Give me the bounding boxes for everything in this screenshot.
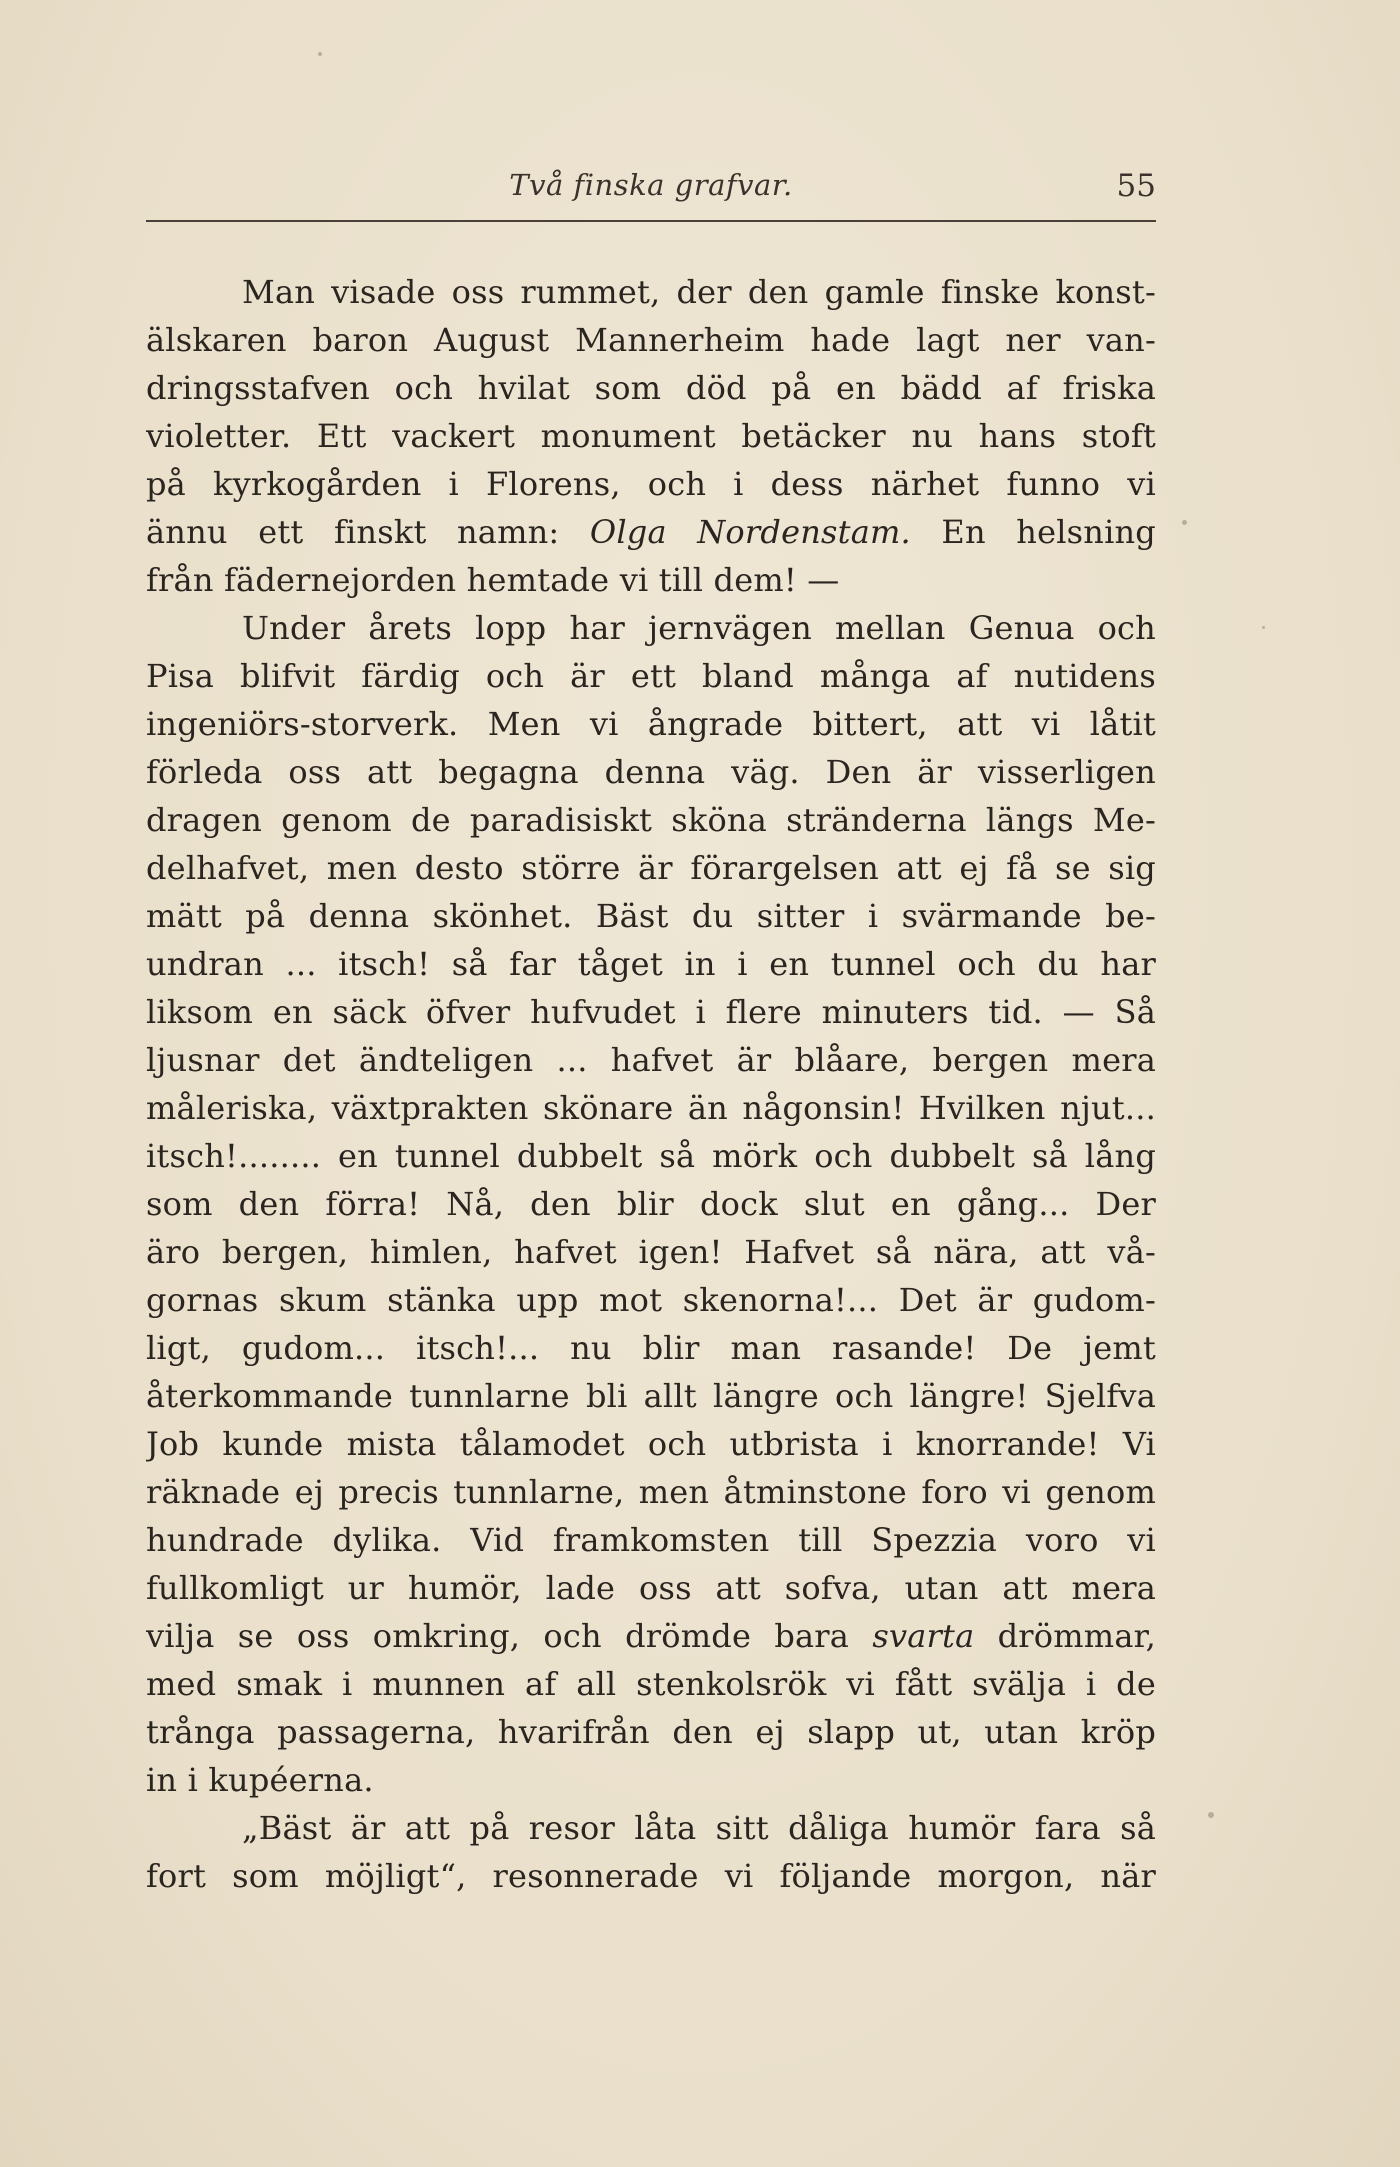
text-segment: fort som möjligt“, resonnerade vi följande morgon, när: [146, 1857, 1156, 1895]
text-segment: vilja se oss omkring, och drömde bara: [146, 1617, 873, 1655]
text-line: [146, 1852, 1156, 1900]
text-line: [146, 1468, 1156, 1516]
text-line: [146, 1036, 1156, 1084]
text-line: [146, 316, 1156, 364]
text-line: [146, 1708, 1156, 1756]
text-line: [146, 796, 1156, 844]
text-line: [146, 1276, 1156, 1324]
text-segment: älskaren baron August Mannerheim hade lagt ner van-: [146, 321, 1156, 359]
text-line: [146, 1660, 1156, 1708]
text-line: [146, 412, 1156, 460]
paper-speck: [1262, 626, 1265, 629]
text-line: [146, 700, 1156, 748]
body-text: [146, 268, 1156, 1900]
text-segment: Man visade oss rummet, der den gamle finske konst-: [242, 273, 1156, 311]
text-line: [146, 988, 1156, 1036]
italic-name: Olga Nordenstam.: [589, 513, 911, 551]
text-segment: räknade ej precis tunnlarne, men åtminstone foro vi genom: [146, 1473, 1156, 1511]
text-line: [146, 1324, 1156, 1372]
paper-speck: [1182, 520, 1187, 525]
text-segment: liksom en säck öfver hufvudet i flere minuters tid. — Så: [146, 993, 1156, 1031]
text-line: [146, 460, 1156, 508]
text-segment: som den förra! Nå, den blir dock slut en gång... Der: [146, 1185, 1156, 1223]
text-line: [146, 268, 1156, 316]
text-segment: dringsstafven och hvilat som död på en bädd af friska: [146, 369, 1156, 407]
text-segment: hundrade dylika. Vid framkomsten till Spezzia voro vi: [146, 1521, 1156, 1559]
text-line: [146, 1132, 1156, 1180]
text-segment: drömmar,: [974, 1617, 1156, 1655]
paper-speck: [1208, 1812, 1214, 1818]
text-segment: äro bergen, himlen, hafvet igen! Hafvet så nära, att vå-: [146, 1233, 1156, 1271]
header-rule: [146, 220, 1156, 222]
text-line: [146, 652, 1156, 700]
text-segment: Under årets lopp har jernvägen mellan Genua och: [242, 609, 1156, 647]
text-segment: En helsning: [910, 513, 1156, 551]
book-page: [146, 0, 1156, 2167]
text-segment: måleriska, växtprakten skönare än någonsin! Hvilken njut...: [146, 1089, 1156, 1127]
text-segment: ännu ett finskt namn:: [146, 513, 590, 551]
text-line: [146, 1372, 1156, 1420]
text-segment: in i kupéerna.: [146, 1761, 374, 1799]
text-segment: återkommande tunnlarne bli allt längre och längre! Sjelfva: [146, 1377, 1156, 1415]
text-line: [146, 508, 1156, 556]
text-segment: dragen genom de paradisiskt sköna stränderna längs Me-: [146, 801, 1156, 839]
text-segment: ligt, gudom... itsch!... nu blir man rasande! De jemt: [146, 1329, 1156, 1367]
text-segment: ljusnar det ändteligen ... hafvet är blåare, bergen mera: [146, 1041, 1156, 1079]
text-segment: ingeniörs-storverk. Men vi ångrade bittert, att vi låtit: [146, 705, 1156, 743]
italic-name: svarta: [872, 1617, 975, 1655]
text-segment: på kyrkogården i Florens, och i dess närhet funno vi: [146, 465, 1156, 503]
text-line: [146, 1180, 1156, 1228]
text-line: [146, 844, 1156, 892]
text-segment: med smak i munnen af all stenkolsrök vi fått svälja i de: [146, 1665, 1156, 1703]
text-line: [146, 1420, 1156, 1468]
text-segment: fullkomligt ur humör, lade oss att sofva, utan att mera: [146, 1569, 1156, 1607]
page-number: 55: [1116, 168, 1156, 204]
text-line: [146, 556, 1156, 604]
text-line: [146, 604, 1156, 652]
running-head: [146, 168, 1156, 212]
text-line: [146, 1516, 1156, 1564]
text-segment: „Bäst är att på resor låta sitt dåliga humör fara så: [242, 1809, 1156, 1847]
text-segment: violetter. Ett vackert monument betäcker nu hans stoft: [146, 417, 1156, 455]
text-segment: från fädernejorden hemtade vi till dem! —: [146, 561, 840, 599]
text-segment: delhafvet, men desto större är förargelsen att ej få se sig: [146, 849, 1156, 887]
text-segment: gornas skum stänka upp mot skenorna!... Det är gudom-: [146, 1281, 1156, 1319]
paper-speck: [318, 52, 322, 56]
text-line: [146, 748, 1156, 796]
text-segment: mätt på denna skönhet. Bäst du sitter i svärmande be-: [146, 897, 1156, 935]
text-line: [146, 1228, 1156, 1276]
text-segment: Pisa blifvit färdig och är ett bland många af nutidens: [146, 657, 1156, 695]
text-line: [146, 892, 1156, 940]
text-segment: förleda oss att begagna denna väg. Den är visserligen: [146, 753, 1156, 791]
text-line: [146, 1564, 1156, 1612]
text-line: [146, 364, 1156, 412]
text-line: [146, 1804, 1156, 1852]
text-segment: trånga passagerna, hvarifrån den ej slapp ut, utan kröp: [146, 1713, 1156, 1751]
running-title: Två finska grafvar.: [509, 168, 793, 202]
text-line: [146, 1612, 1156, 1660]
text-segment: undran ... itsch! så far tåget in i en tunnel och du har: [146, 945, 1156, 983]
text-segment: Job kunde mista tålamodet och utbrista i knorrande! Vi: [146, 1425, 1156, 1463]
text-line: [146, 1084, 1156, 1132]
text-segment: itsch!........ en tunnel dubbelt så mörk och dubbelt så lång: [146, 1137, 1156, 1175]
text-line: [146, 1756, 1156, 1804]
text-line: [146, 940, 1156, 988]
